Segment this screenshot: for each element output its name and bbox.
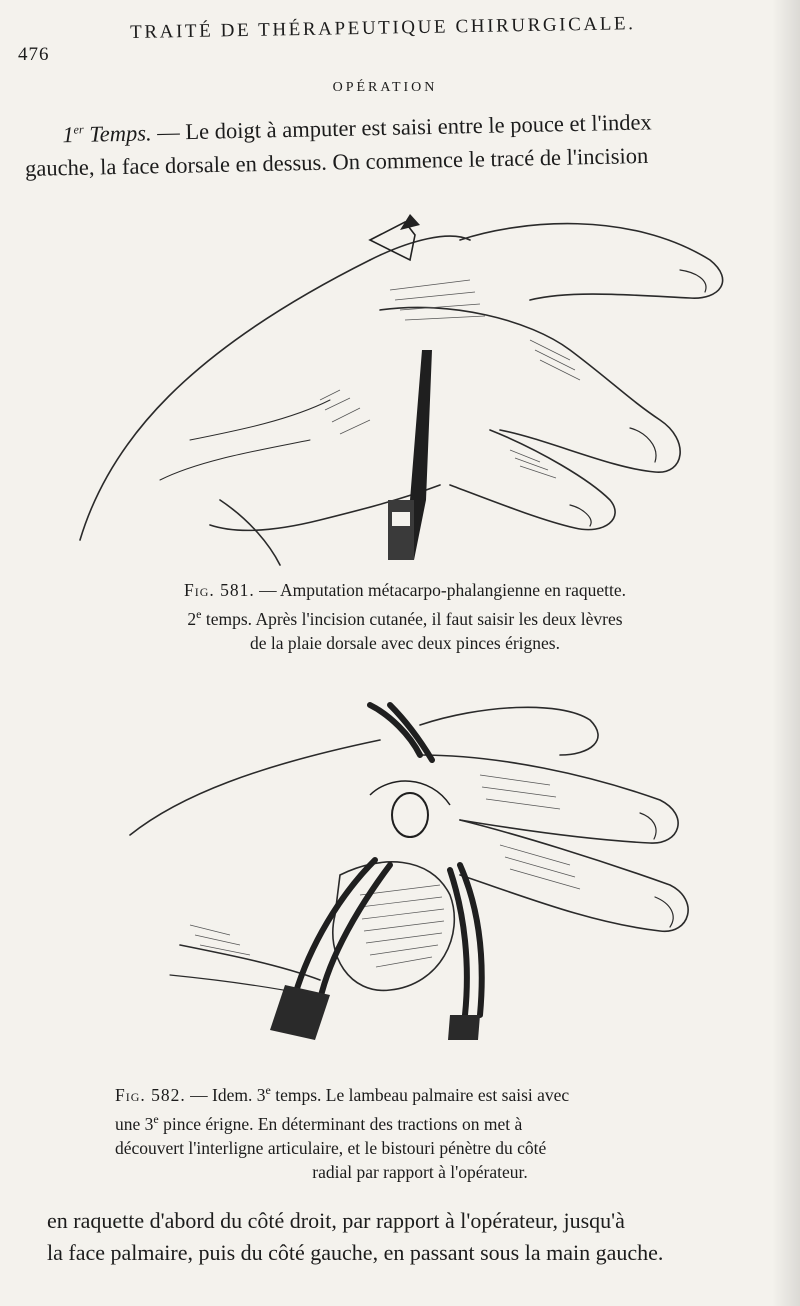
figure-582-illustration [120,695,720,1065]
figure-581-caption-line-3: de la plaie dorsale avec deux pinces érignes. [249,632,560,653]
section-title: OPÉRATION [332,80,438,95]
intro-line-2: gauche, la face dorsale en dessus. On commence le tracé de l'incision [24,142,649,181]
page-number: 476 [18,44,50,65]
figure-582-caption-line-2: une 3e pince érigne. En déterminant des tractions on met à [115,1111,523,1134]
outro-line-1: en raquette d'abord du côté droit, par rapport à l'opérateur, jusqu'à [47,1208,625,1233]
page-edge-shadow [772,0,800,1306]
figure-582-caption-line-1: Fig. 582. — Idem. 3e temps. Le lambeau palmaire est saisi avec [115,1083,570,1105]
figure-582-caption-line-3: découvert l'interligne articulaire, et le bistouri pénètre du côté [115,1137,547,1158]
figure-581-label: Fig. 581. [183,580,255,600]
outro-line-2: la face palmaire, puis du côté gauche, en passant sous la main gauche. [47,1240,664,1265]
figure-582-caption [115,1078,725,1184]
outro-paragraph [47,1205,663,1269]
intro-paragraph [24,101,653,185]
running-head: TRAITÉ DE THÉRAPEUTIQUE CHIRURGICALE. [130,13,636,43]
temps-label: 1er Temps. [62,119,152,147]
figure-581-caption-line-2: 2e temps. Après l'incision cutanée, il faut saisir les deux lèvres [187,607,623,629]
intro-line-1: 1er Temps. — Le doigt à amputer est saisi entre le pouce et l'index [62,109,652,147]
figure-582-caption-line-4: radial par rapport à l'opérateur. [312,1161,528,1182]
figure-581-illustration [70,200,750,570]
figure-582-label: Fig. 582. [115,1084,186,1105]
figure-581-caption-line-1: Fig. 581. — Amputation métacarpo-phalangienne en raquette. [183,580,627,600]
figure-581-caption [95,578,715,655]
